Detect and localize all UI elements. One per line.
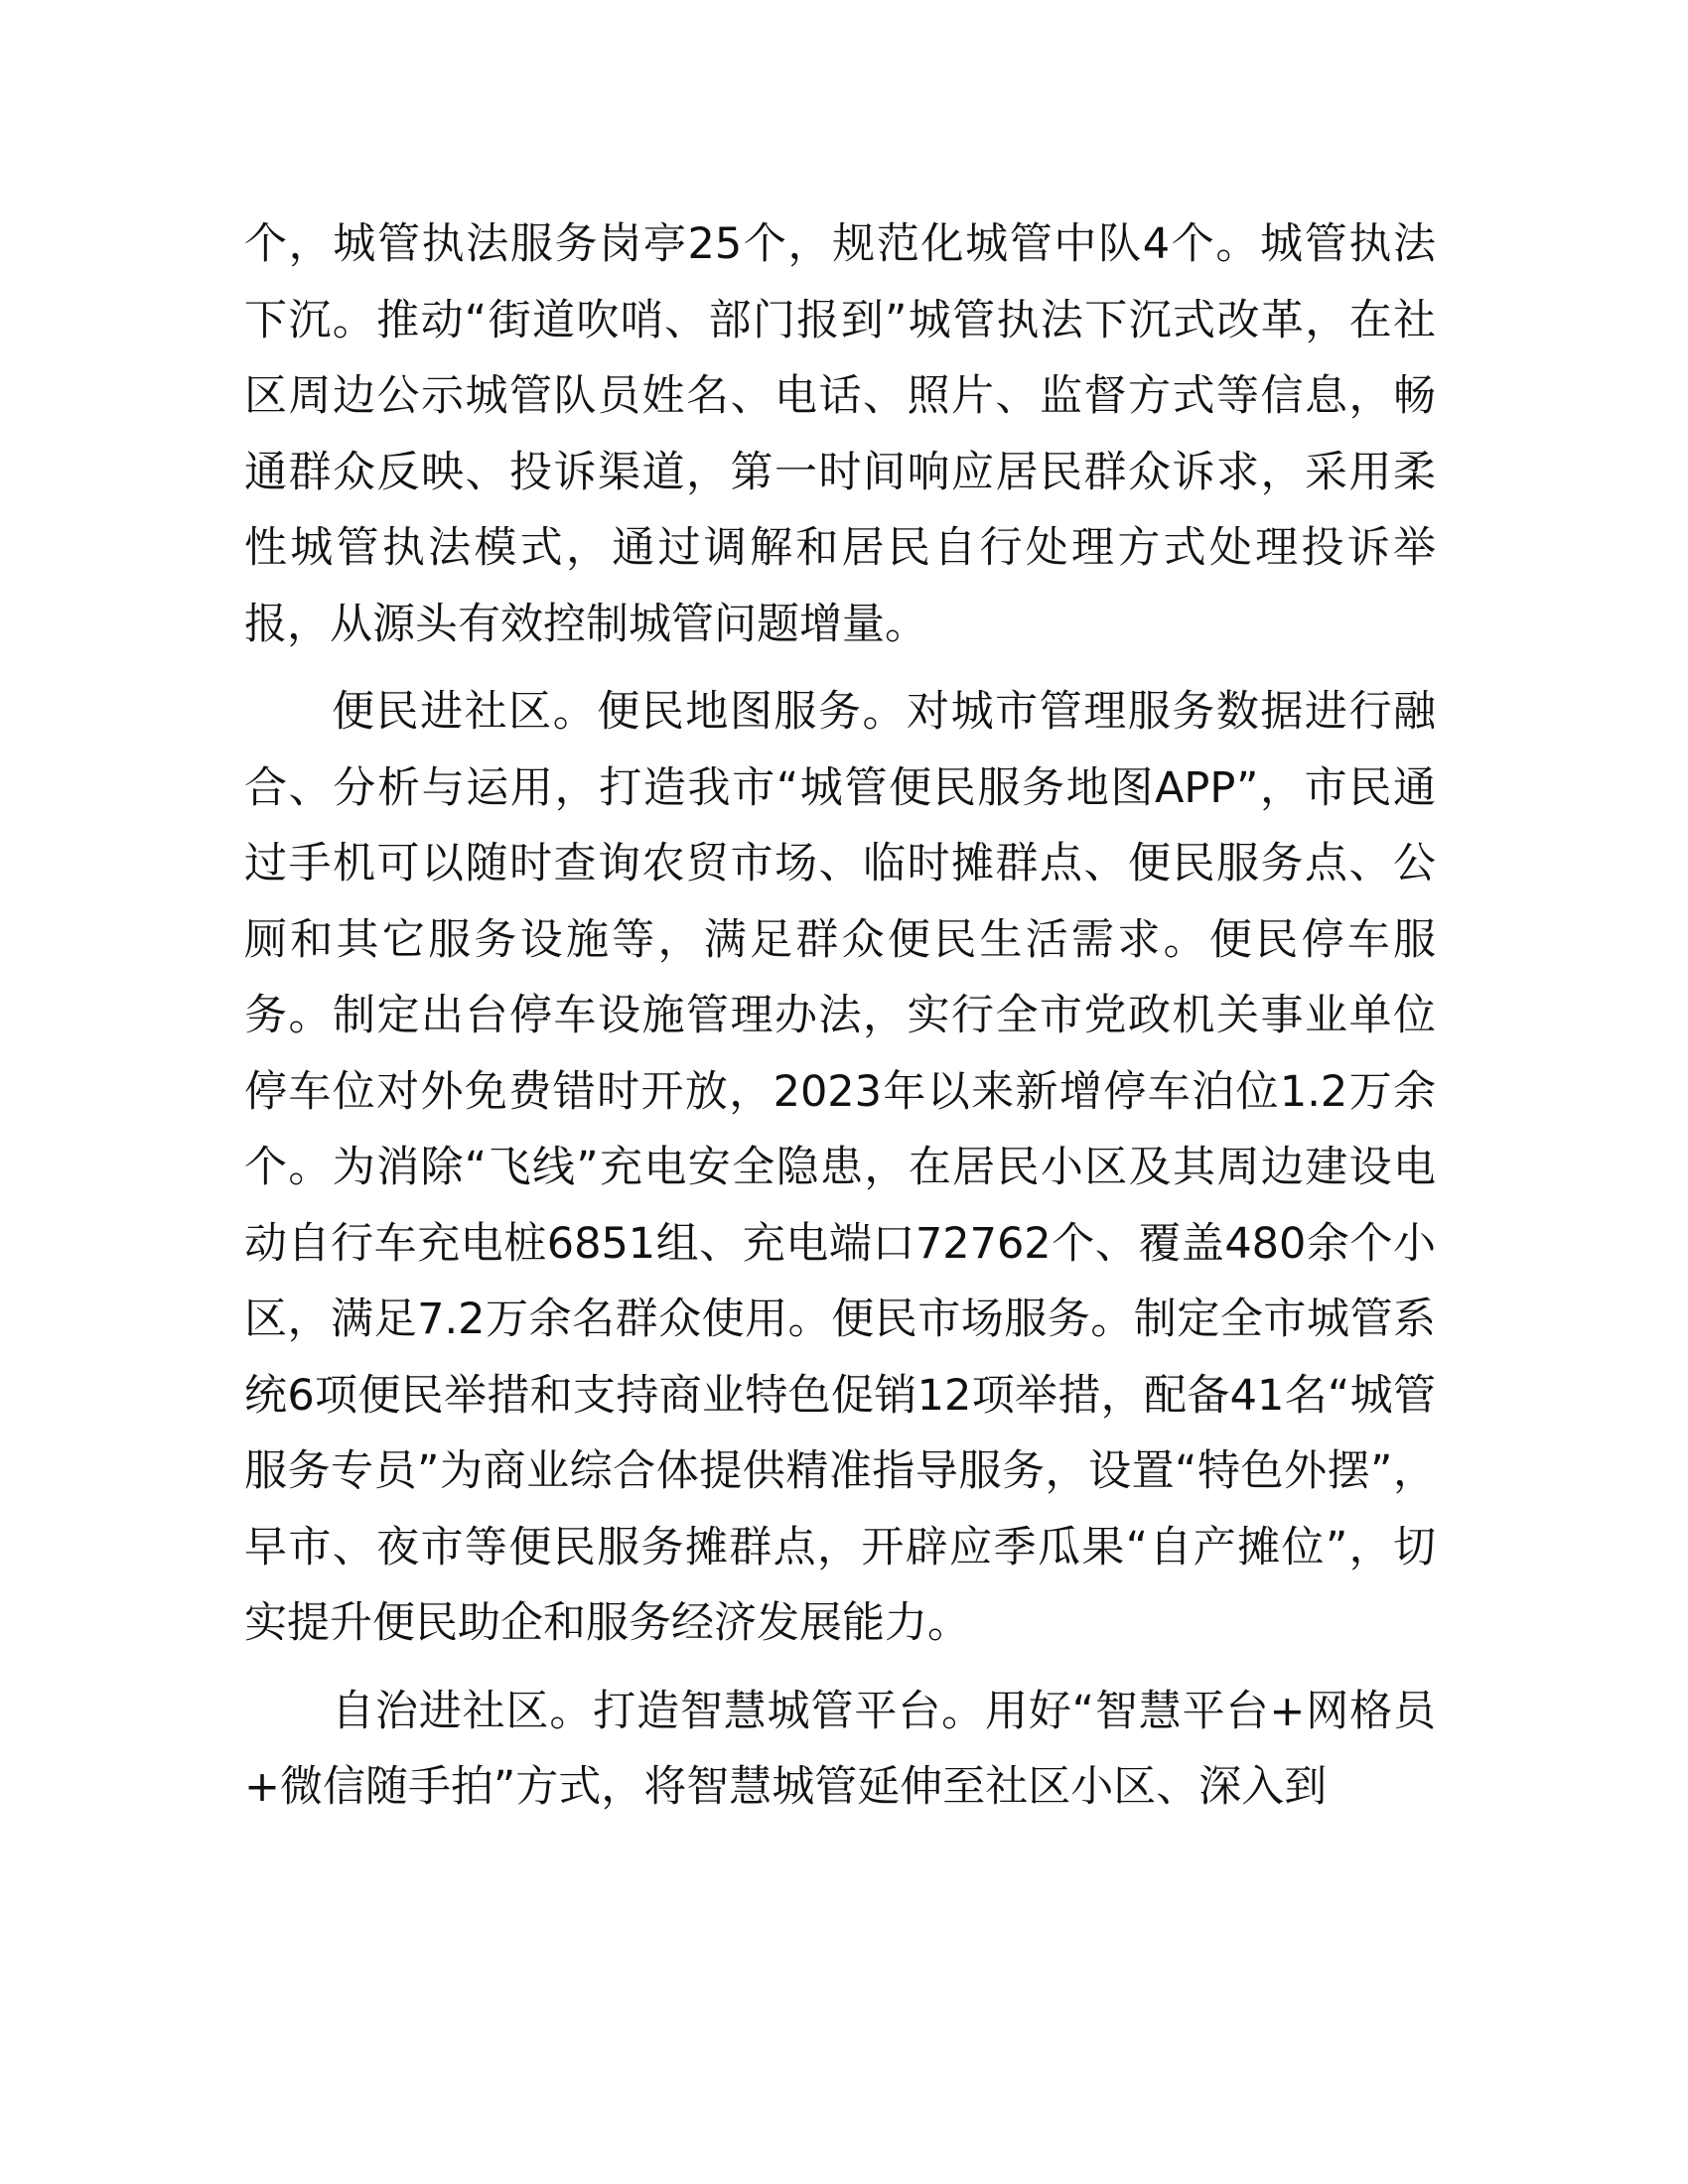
paragraph-continuation: 个，城管执法服务岗亭25个，规范化城管中队4个。城管执法下沉。推动“街道吹哨、部门报到”城管执法下沉式改革，在社区周边公示城管队员姓名、电话、照片、监督方式等信息，畅通群众反映、投诉渠道，第一时间响应居民群众诉求，采用柔性城管执法模式，通过调解和居民自行处理方式处理投诉举报，从源头有效控制城管问题增量。 — [244, 219, 1436, 649]
paragraph-convenience: 便民进社区。便民地图服务。对城市管理服务数据进行融合、分析与运用，打造我市“城管便民服务地图APP”，市民通过手机可以随时查询农贸市场、临时摊群点、便民服务点、公厕和其它服务设施等，满足群众便民生活需求。便民停车服务。制定出台停车设施管理办法，实行全市党政机关事业单位停车位对外免费错时开放，2023年以来新增停车泊位1.2万余个。为消除“飞线”充电安全隐患，在居民小区及其周边建设电动自行车充电桩6851组、充电端口72762个、覆盖480余个小区，满足7.2万余名群众使用。便民市场服务。制定全市城管系统6项便民举措和支持商业特色促销12项举措，配备41名“城管服务专员”为商业综合体提供精准指导服务，设置“特色外摆”，早市、夜市等便民服务摊群点，开辟应季瓜果“自产摊位”，切实提升便民助企和服务经济发展能力。 — [244, 687, 1436, 1648]
body-text — [244, 206, 1436, 1826]
paragraph-autonomy: 自治进社区。打造智慧城管平台。用好“智慧平台+网格员+微信随手拍”方式，将智慧城管延伸至社区小区、深入到 — [244, 1686, 1436, 1812]
